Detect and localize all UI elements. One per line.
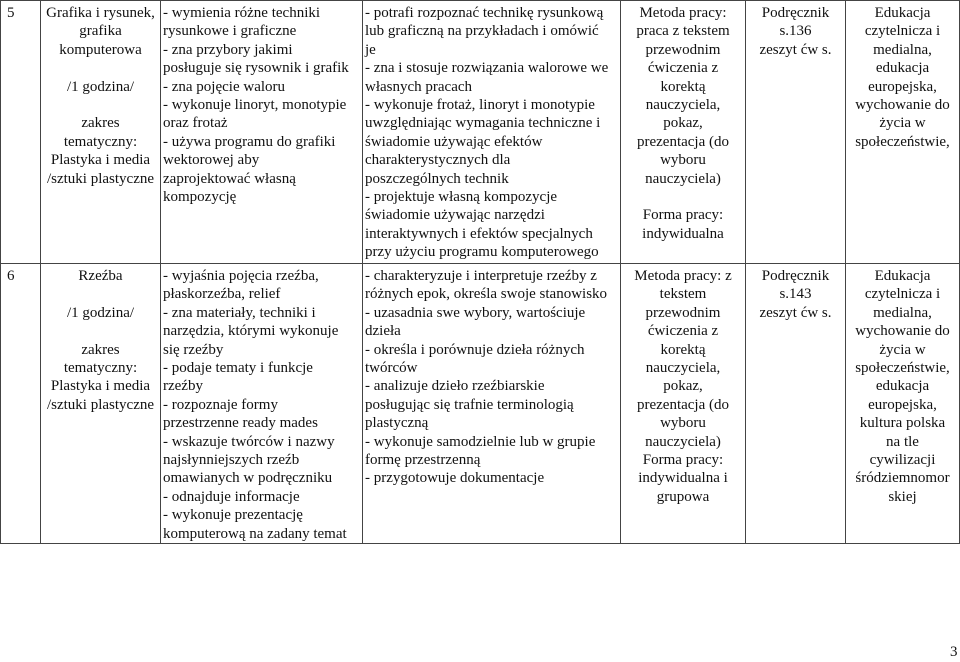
text-line: ćwiczenia z bbox=[647, 60, 719, 77]
text-line: - odnajduje informacje bbox=[163, 488, 300, 505]
text-line: społeczeństwie, bbox=[855, 133, 950, 150]
extended-requirements-cell bbox=[363, 264, 621, 544]
text-line: interaktywnych i efektów specjalnych bbox=[365, 225, 593, 242]
text-line: zaprojektować własną bbox=[163, 170, 296, 187]
text-line: - zna przybory jakimi bbox=[163, 41, 293, 58]
text-line: Podręcznik bbox=[761, 5, 830, 21]
text-line: wychowanie do bbox=[855, 323, 950, 340]
text-line: - używa programu do grafiki bbox=[163, 133, 336, 150]
text-line: różnych epok, określa swoje stanowisko bbox=[365, 286, 608, 303]
text-line: - zna i stosuje rozwiązania walorowe we bbox=[365, 60, 609, 77]
row-number-cell bbox=[1, 264, 41, 544]
paragraph bbox=[365, 4, 618, 262]
text-line: Edukacja bbox=[874, 268, 931, 284]
text-line: - określa i porównuje dzieła różnych bbox=[365, 341, 585, 358]
text-line: zeszyt ćw s. bbox=[759, 304, 832, 321]
table-body bbox=[1, 1, 960, 544]
text-line: Edukacja bbox=[874, 5, 931, 21]
textbook-cell bbox=[746, 1, 846, 264]
text-line: je bbox=[365, 41, 376, 58]
text-line: - podaje tematy i funkcje bbox=[163, 360, 313, 377]
text-line: własnych pracach bbox=[365, 78, 473, 95]
text-line: skiej bbox=[888, 488, 917, 505]
text-line: posługuje się rysownik i grafik bbox=[163, 60, 349, 77]
education-paths-cell bbox=[846, 264, 960, 544]
text-line: nauczyciela) bbox=[645, 433, 721, 450]
paragraph bbox=[848, 267, 957, 506]
paragraph bbox=[43, 4, 158, 59]
text-line: s.143 bbox=[779, 286, 812, 303]
text-line: komputerową na zadany temat bbox=[163, 525, 347, 542]
row-number: 5 bbox=[7, 5, 15, 21]
text-line: - wykonuje samodzielnie lub w grupie bbox=[365, 433, 596, 450]
text-line: omawianych w podręczniku bbox=[163, 470, 333, 487]
text-line: - rozpoznaje formy bbox=[163, 396, 278, 413]
text-line: edukacja bbox=[875, 378, 930, 395]
paragraph bbox=[623, 4, 743, 188]
text-line: nauczyciela, bbox=[645, 360, 721, 377]
text-line: przy użyciu programu komputerowego bbox=[365, 244, 599, 261]
text-line: kompozycję bbox=[163, 189, 237, 206]
text-line: edukacja bbox=[875, 60, 930, 77]
methods-cell bbox=[621, 1, 746, 264]
text-line: lub graficzną na przykładach i omówić bbox=[365, 23, 599, 40]
text-line: cywilizacji bbox=[869, 452, 936, 469]
text-line: Forma pracy: bbox=[642, 452, 724, 469]
textbook-cell bbox=[746, 264, 846, 544]
text-line: rysunkowe i graficzne bbox=[163, 23, 297, 40]
methods-cell bbox=[621, 264, 746, 544]
text-line: najsłynniejszych rzeźb bbox=[163, 452, 300, 469]
topic-cell bbox=[41, 1, 161, 264]
text-line: - wyjaśnia pojęcia rzeźba, bbox=[163, 268, 319, 284]
text-line: poszczególnych technik bbox=[365, 170, 509, 187]
text-line: tekstem bbox=[659, 286, 707, 303]
text-line: - projektuje własną kompozycje bbox=[365, 189, 558, 206]
text-line: Forma pracy: bbox=[642, 207, 724, 224]
row-number-cell bbox=[1, 1, 41, 264]
text-line: pokaz, bbox=[663, 378, 703, 395]
text-line: świadomie używając efektów bbox=[365, 133, 543, 150]
text-line: Rzeźba bbox=[78, 268, 123, 284]
paragraph bbox=[43, 267, 158, 285]
text-line: nauczyciela) bbox=[645, 170, 721, 187]
paragraph bbox=[365, 267, 618, 488]
text-line: - wykonuje linoryt, monotypie bbox=[163, 97, 347, 114]
paragraph bbox=[623, 206, 743, 243]
text-line: życia w bbox=[879, 115, 926, 132]
basic-requirements-cell bbox=[161, 264, 363, 544]
text-line: nauczyciela, bbox=[645, 97, 721, 114]
paragraph bbox=[43, 78, 158, 96]
text-line: - potrafi rozpoznać technikę rysunkową bbox=[365, 5, 604, 21]
text-line: narzędzia, którymi wykonuje bbox=[163, 323, 339, 340]
text-line: Plastyka i media bbox=[50, 378, 151, 395]
text-line: prezentacja (do bbox=[636, 133, 730, 150]
paragraph bbox=[43, 304, 158, 322]
text-line: grafika bbox=[79, 23, 122, 40]
text-line: Plastyka i media bbox=[50, 152, 151, 169]
text-line: przestrzenne ready mades bbox=[163, 415, 318, 432]
text-line: śródziemnomor bbox=[855, 470, 950, 487]
text-line: /1 godzina/ bbox=[66, 78, 135, 95]
text-line: płaskorzeźba, relief bbox=[163, 286, 281, 303]
row-number: 6 bbox=[7, 268, 15, 284]
text-line: europejska, bbox=[868, 396, 937, 413]
paragraph bbox=[623, 267, 743, 506]
text-line: indywidualna i bbox=[638, 470, 728, 487]
text-line: zakres bbox=[81, 341, 120, 358]
text-line: - wskazuje twórców i nazwy bbox=[163, 433, 335, 450]
text-line: prezentacja (do bbox=[636, 396, 730, 413]
basic-requirements-cell bbox=[161, 1, 363, 264]
text-line: wyboru bbox=[660, 152, 706, 169]
paragraph bbox=[163, 4, 360, 206]
text-line: oraz frotaż bbox=[163, 115, 228, 132]
paragraph bbox=[43, 341, 158, 415]
text-line: rzeźby bbox=[163, 378, 203, 395]
text-line: na tle bbox=[886, 433, 919, 450]
text-line: ćwiczenia z bbox=[647, 323, 719, 340]
paragraph bbox=[748, 267, 843, 322]
text-line: pokaz, bbox=[663, 115, 703, 132]
education-paths-cell bbox=[846, 1, 960, 264]
text-line: europejska, bbox=[868, 78, 937, 95]
text-line: korektą bbox=[660, 78, 706, 95]
table-row bbox=[1, 264, 960, 544]
text-line: - wymienia różne techniki bbox=[163, 5, 321, 21]
text-line: tematyczny: bbox=[63, 360, 138, 376]
text-line: /1 godzina/ bbox=[66, 304, 135, 321]
text-line: tematyczny: bbox=[63, 133, 138, 150]
text-line: - charakteryzuje i interpretuje rzeźby z bbox=[365, 268, 597, 284]
text-line: zeszyt ćw s. bbox=[759, 41, 832, 58]
text-line: życia w bbox=[879, 341, 926, 358]
text-line: Grafika i rysunek, bbox=[46, 5, 155, 21]
text-line: korektą bbox=[660, 341, 706, 358]
text-line: Metoda pracy: z bbox=[634, 268, 732, 284]
text-line: wyboru bbox=[660, 415, 706, 432]
text-line: społeczeństwie, bbox=[855, 360, 950, 377]
text-line: medialna, bbox=[873, 304, 932, 321]
text-line: - przygotowuje dokumentacje bbox=[365, 470, 545, 487]
text-line: plastyczną bbox=[365, 415, 429, 432]
text-line: przewodnim bbox=[645, 41, 721, 58]
text-line: zakres bbox=[81, 115, 120, 132]
extended-requirements-cell bbox=[363, 1, 621, 264]
text-line: dzieła bbox=[365, 323, 401, 340]
text-line: uwzględniając wymagania techniczne i bbox=[365, 115, 601, 132]
text-line: świadomie używając narzędzi bbox=[365, 207, 545, 224]
text-line: kultura polska bbox=[859, 415, 946, 432]
text-line: komputerowa bbox=[59, 41, 142, 58]
text-line: twórców bbox=[365, 360, 418, 377]
text-line: - wykonuje frotaż, linoryt i monotypie bbox=[365, 97, 595, 114]
text-line: indywidualna bbox=[642, 225, 724, 242]
text-line: wychowanie do bbox=[855, 97, 950, 114]
text-line: - zna materiały, techniki i bbox=[163, 304, 316, 321]
paragraph bbox=[848, 4, 957, 151]
text-line: się rzeźby bbox=[163, 341, 224, 358]
text-line: - analizuje dzieło rzeźbiarskie bbox=[365, 378, 545, 395]
text-line: /sztuki plastyczne bbox=[46, 170, 155, 187]
text-line: praca z tekstem bbox=[636, 23, 730, 40]
paragraph bbox=[43, 114, 158, 188]
topic-cell bbox=[41, 264, 161, 544]
text-line: Metoda pracy: bbox=[639, 5, 727, 21]
page-number: 3 bbox=[950, 644, 958, 660]
paragraph bbox=[748, 4, 843, 59]
table-row bbox=[1, 1, 960, 264]
text-line: czytelnicza i bbox=[864, 286, 941, 303]
text-line: formę przestrzenną bbox=[365, 452, 481, 469]
text-line: - zna pojęcie waloru bbox=[163, 78, 286, 95]
text-line: przewodnim bbox=[645, 304, 721, 321]
text-line: s.136 bbox=[779, 23, 812, 40]
text-line: - wykonuje prezentację bbox=[163, 507, 303, 524]
text-line: charakterystycznych dla bbox=[365, 152, 511, 169]
text-line: posługując się trafnie terminologią bbox=[365, 396, 574, 413]
text-line: /sztuki plastyczne bbox=[46, 396, 155, 413]
paragraph bbox=[163, 267, 360, 543]
text-line: wektorowej aby bbox=[163, 152, 260, 169]
text-line: grupowa bbox=[656, 488, 710, 505]
text-line: medialna, bbox=[873, 41, 932, 58]
text-line: czytelnicza i bbox=[864, 23, 941, 40]
text-line: Podręcznik bbox=[761, 268, 830, 284]
text-line: - uzasadnia swe wybory, wartościuje bbox=[365, 304, 586, 321]
